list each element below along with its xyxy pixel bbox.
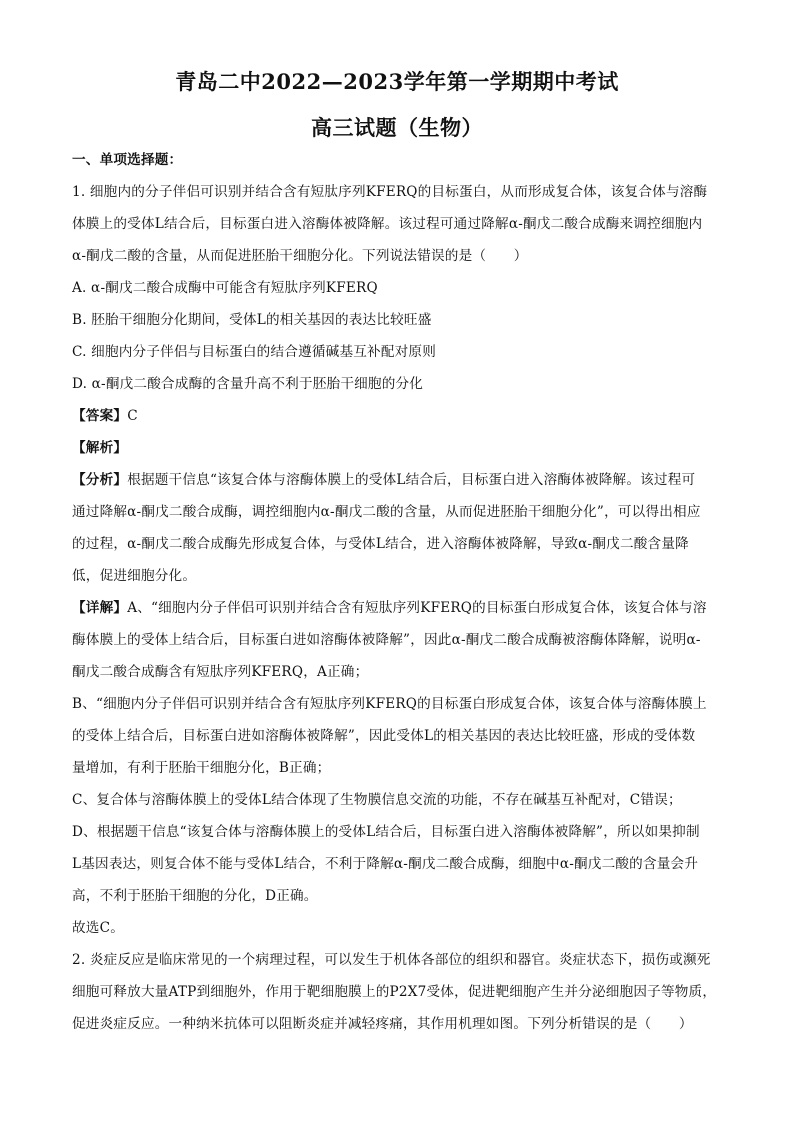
q1-stem-line: 1. 细胞内的分子伴侣可识别并结合含有短肽序列KFERQ的目标蛋白，从而形成复合体，该复合体与溶酶 — [72, 184, 708, 200]
q1-option-b: B. 胚胎干细胞分化期间，受体L的相关基因的表达比较旺盛 — [72, 312, 432, 328]
answer-tag: 【答案】 — [72, 408, 128, 424]
q1-xiangjie-line: 高，不利于胚胎干细胞的分化，D正确。 — [72, 888, 318, 904]
q1-option-c: C. 细胞内分子伴侣与目标蛋白的结合遵循碱基互补配对原则 — [72, 344, 437, 360]
q2-stem-line: 细胞可释放大量ATP到细胞外，作用于靶细胞膜上的P2X7受体，促进靶细胞产生并分泌细胞因子等物质， — [72, 984, 717, 1000]
q1-xiangjie-line: D、根据题干信息“该复合体与溶酶体膜上的受体L结合后，目标蛋白进入溶酶体被降解”，所以如果抑制 — [72, 824, 700, 840]
q2-stem-line: 促进炎症反应。一种纳米抗体可以阻断炎症并减轻疼痛，其作用机理如图。下列分析错误的是（ ） — [72, 1016, 693, 1032]
answer-value: C — [127, 408, 138, 424]
q1-xiangjie-line: 的受体上结合后，目标蛋白进如溶酶体被降解”，因此受体L的相关基因的表达比较旺盛，形成的受体数 — [72, 728, 696, 744]
q1-option-d: D. α-酮戊二酸合成酶的含量升高不利于胚胎干细胞的分化 — [72, 376, 424, 392]
q1-fenxi-line: 的过程，α-酮戊二酸合成酶先形成复合体，与受体L结合，进入溶酶体被降解，导致α-酮戊二酸含量降 — [72, 536, 689, 552]
exam-title: 青岛二中2022—2023学年第一学期期中考试 — [175, 69, 619, 94]
xiangjie-text: A、“细胞内分子伴侣可识别并结合含有短肽序列KFERQ的目标蛋白形成复合体，该复合体与溶 — [127, 600, 707, 616]
q1-conclusion: 故选C。 — [72, 920, 124, 936]
exam-subtitle: 高三试题（生物） — [311, 115, 483, 140]
q1-fenxi-line: 通过降解α-酮戊二酸合成酶，调控细胞内α-酮戊二酸的含量，从而促进胚胎干细胞分化”，可以得出相应 — [72, 504, 701, 520]
q1-xiangjie-line: B、“细胞内分子伴侣可识别并结合含有短肽序列KFERQ的目标蛋白形成复合体，该复合体与溶酶体膜上 — [72, 696, 707, 712]
q1-xiangjie-line — [72, 598, 707, 618]
q1-fenxi-line: 低，促进细胞分化。 — [72, 568, 197, 584]
q1-xiangjie-line: 酮戊二酸合成酶含有短肽序列KFERQ，A正确； — [72, 664, 369, 680]
q1-option-a: A. α-酮戊二酸合成酶中可能含有短肽序列KFERQ — [72, 280, 378, 296]
q1-stem-line: α-酮戊二酸的含量，从而促进胚胎干细胞分化。下列说法错误的是（ ） — [72, 248, 528, 264]
fenxi-text: 根据题干信息“该复合体与溶酶体膜上的受体L结合后，目标蛋白进入溶酶体被降解。该过程可 — [127, 472, 696, 488]
q2-stem-line: 2. 炎症反应是临床常见的一个病理过程，可以发生于机体各部位的组织和器官。炎症状态下，损伤或濒死 — [72, 952, 711, 968]
analysis-tag: 【解析】 — [72, 440, 128, 456]
q1-answer — [72, 406, 138, 426]
q1-fenxi-line — [72, 470, 695, 490]
q1-xiangjie-line: 酶体膜上的受体上结合后，目标蛋白进如溶酶体被降解”，因此α-酮戊二酸合成酶被溶酶体降解，说明α- — [72, 632, 701, 648]
xiangjie-tag: 【详解】 — [72, 600, 128, 616]
q1-stem-line: 体膜上的受体L结合后，目标蛋白进入溶酶体被降解。该过程可通过降解α-酮戊二酸合成酶来调控细胞内 — [72, 216, 703, 232]
q1-xiangjie-line: 量增加，有利于胚胎干细胞分化，B正确； — [72, 760, 331, 776]
section-heading: 一、单项选择题： — [72, 152, 183, 168]
fenxi-tag: 【分析】 — [72, 472, 128, 488]
q1-xiangjie-line: C、复合体与溶酶体膜上的受体L结合体现了生物膜信息交流的功能，不存在碱基互补配对，C错误； — [72, 792, 682, 808]
q1-xiangjie-line: L基因表达，则复合体不能与受体L结合，不利于降解α-酮戊二酸合成酶，细胞中α-酮戊二酸的含量会升 — [72, 856, 699, 872]
